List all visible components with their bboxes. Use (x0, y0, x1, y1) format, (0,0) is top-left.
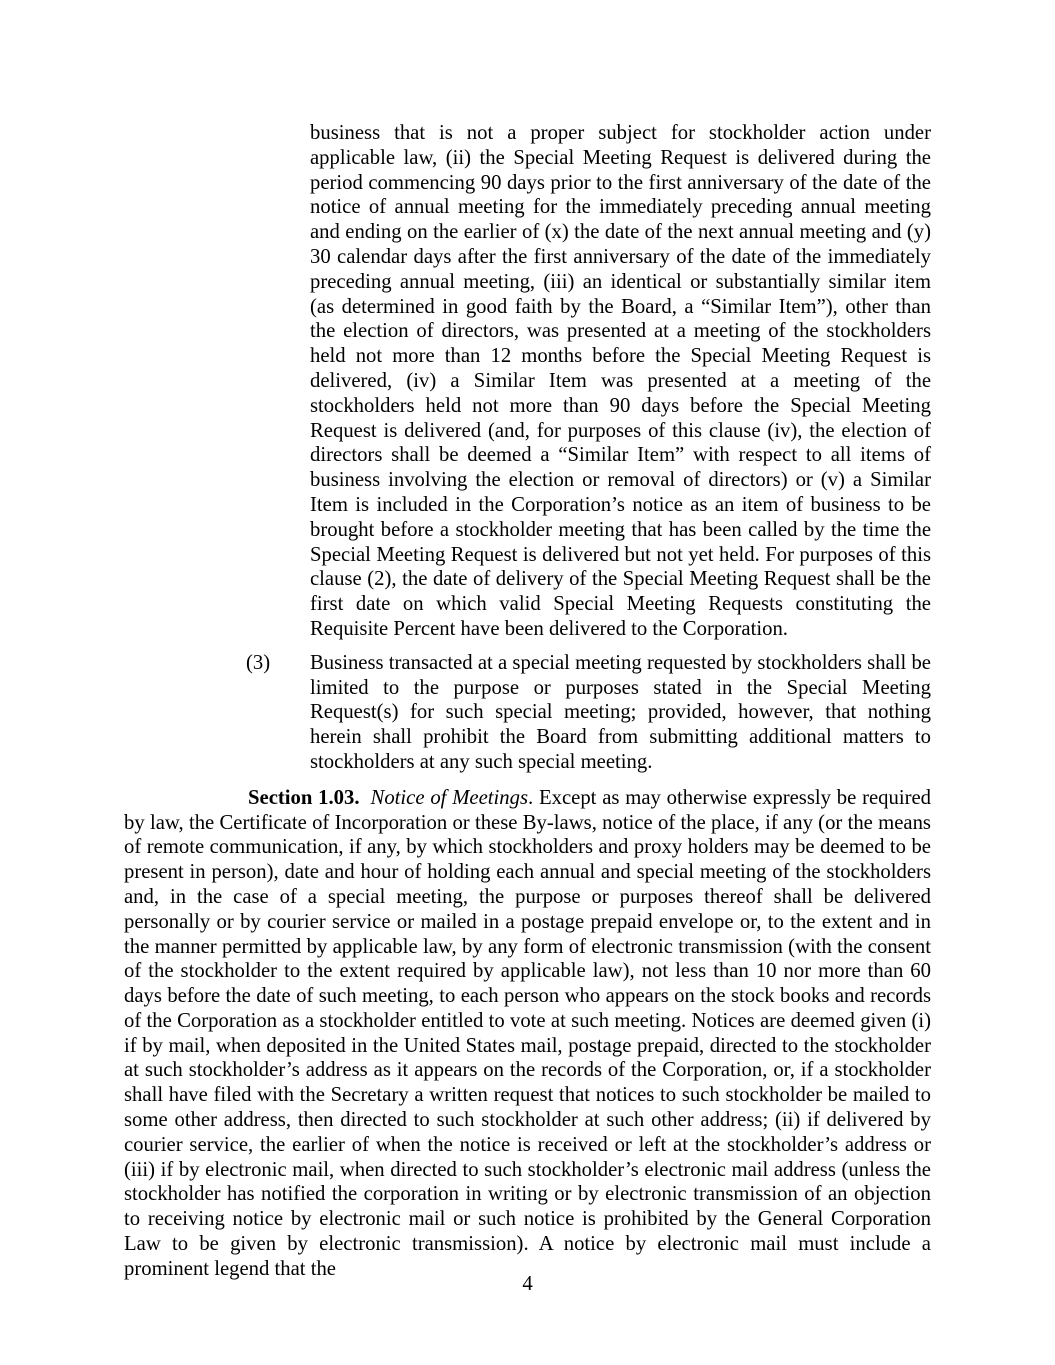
section-1-03-paragraph (124, 786, 931, 1282)
section-1-03-title: Notice of Meetings (370, 786, 529, 809)
clause-2-continuation-paragraph: business that is not a proper subject for stockholder action under applicable law, (ii) the Special Meeting Request is delivered during the period commencing 90 days prior to the first anniversary of the date of the notice of annual meeting for the immediately preceding annual meeting and ending on the earlier of (x) the date of the next annual meeting and (y) 30 calendar days after the first anniversary of the date of the immediately preceding annual meeting, (iii) an identical or substantially similar item (as determined in good faith by the Board, a “Similar Item”), other than the election of directors, was presented at a meeting of the stockholders held not more than 12 months before the Special Meeting Request is delivered, (iv) a Similar Item was presented at a meeting of the stockholders held not more than 90 days before the Special Meeting Request is delivered (and, for purposes of this clause (iv), the election of directors shall be deemed a “Similar Item” with respect to all items of business involving the election or removal of directors) or (v) a Similar Item is included in the Corporation’s notice as an item of business to be brought before a stockholder meeting that has been called by the time the Special Meeting Request is delivered but not yet held. For purposes of this clause (2), the date of delivery of the Special Meeting Request shall be the first date on which valid Special Meeting Requests constituting the Requisite Percent have been delivered to the Corporation. (310, 122, 931, 640)
section-1-03-label: Section 1.03. (248, 786, 360, 809)
clause-3-text: Business transacted at a special meeting requested by stockholders shall be limited to the purpose or purposes stated in the Special Meeting Request(s) for such special meeting; provided, however, that nothing herein shall prohibit the Board from submitting additional matters to stockholders at any such special meeting. (310, 651, 931, 773)
clause-3-item (124, 651, 931, 775)
section-1-03-body-text: . Except as may otherwise expressly be required by law, the Certificate of Incorporation or these By-laws, notice of the place, if any (or the means of remote communication, if any, by which stockholders and proxy holders may be deemed to be present in person), date and hour of holding each annual and special meeting of the stockholders and, in the case of a special meeting, the purpose or purposes thereof shall be delivered personally or by courier service or mailed in a postage prepaid envelope or, to the extent and in the manner permitted by applicable law, by any form of electronic transmission (with the consent of the stockholder to the extent required by applicable law), not less than 10 nor more than 60 days before the date of such meeting, to each person who appears on the stock books and records of the Corporation as a stockholder entitled to vote at such meeting. Notices are deemed given (i) if by mail, when deposited in the United States mail, postage prepaid, directed to the stockholder at such stockholder’s address as it appears on the records of the Corporation, or, if a stockholder shall have filed with the Secretary a written request that notices to such stockholder be mailed to some other address, then directed to such stockholder at such other address; (ii) if delivered by courier service, the earlier of when the notice is received or left at the stockholder’s address or (iii) if by electronic mail, when directed to such stockholder’s electronic mail address (unless the stockholder has notified the corporation in writing or by electronic transmission of an objection to receiving notice by electronic mail or such notice is prohibited by the General Corporation Law to be given by electronic transmission). A notice by electronic mail must include a prominent legend that the (124, 786, 931, 1280)
document-body (124, 121, 931, 1282)
page-number: 4 (522, 1273, 533, 1295)
clause-3-marker: (3) (246, 651, 271, 674)
